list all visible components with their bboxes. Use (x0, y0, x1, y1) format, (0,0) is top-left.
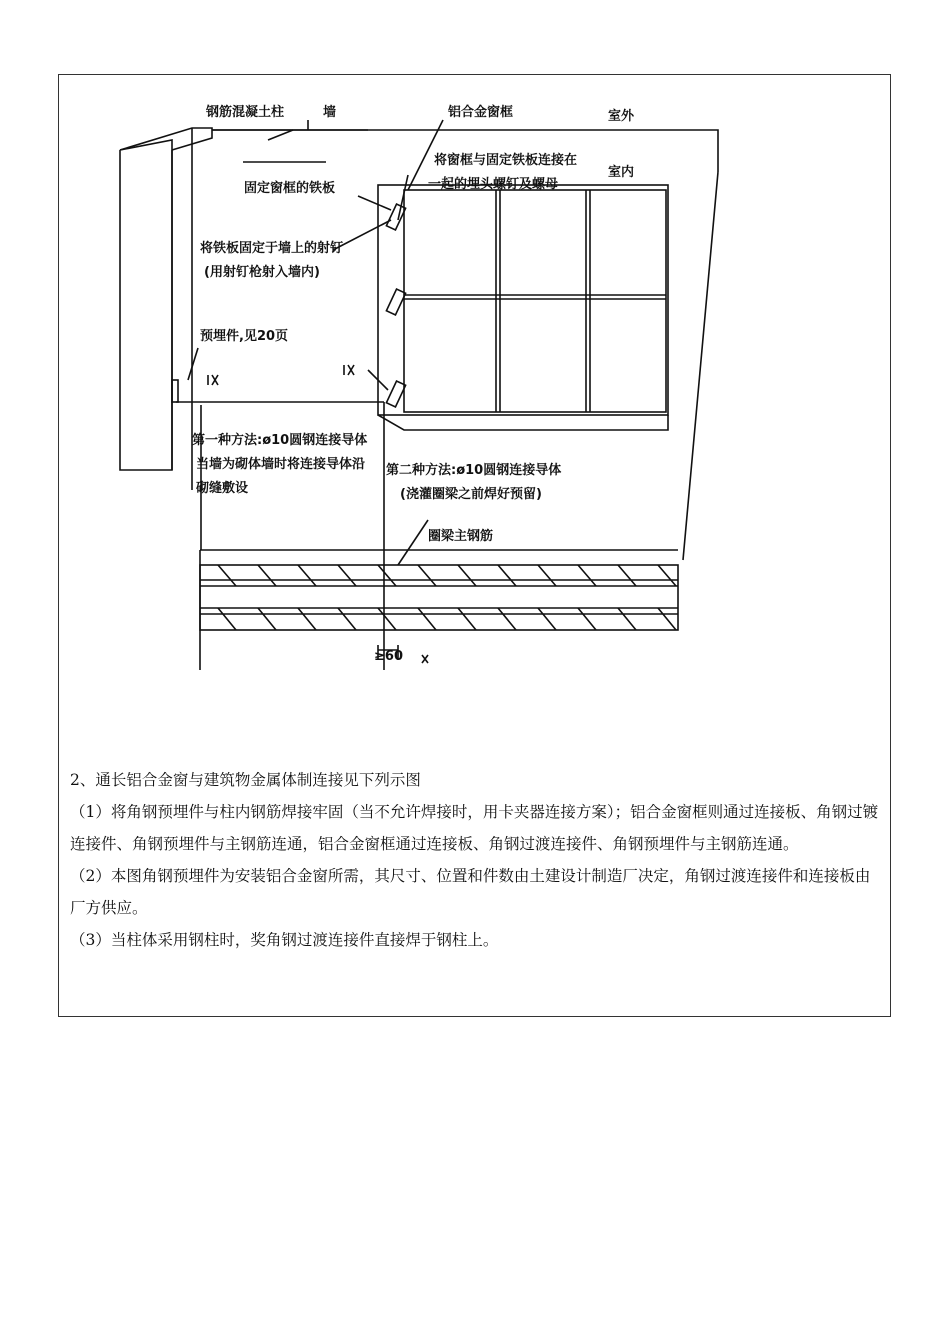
ring-beam (200, 565, 678, 630)
leader-lines-top (243, 120, 326, 162)
column-front (120, 140, 172, 470)
weld-symbol-1 (208, 375, 218, 385)
diagram-svg (108, 80, 748, 672)
leader-ring-beam (398, 520, 428, 565)
window-sill (378, 415, 668, 430)
label-indoor: 室内 (608, 165, 635, 180)
fix-plate-2 (386, 289, 405, 315)
wall-right-edge (683, 172, 718, 560)
body-text (70, 764, 885, 956)
label-nail-line1: 将铁板固定于墙上的射钉 (200, 241, 344, 256)
weld-symbol-2 (344, 365, 354, 375)
label-wall: 墙 (323, 105, 337, 120)
label-fix-plate: 固定窗框的铁板 (244, 181, 336, 196)
label-connect-line1: 将窗框与固定铁板连接在 (434, 153, 578, 168)
label-method2-line1: 第二种方法:ø10圆钢连接导体 (386, 463, 562, 478)
embedded-plate (172, 380, 178, 402)
label-method1-line1: 第一种方法:ø10圆钢连接导体 (192, 433, 368, 448)
window-connection-diagram (108, 80, 748, 672)
paragraph-item-2: （2）本图角钢预埋件为安装铝合金窗所需，其尺寸、位置和件数由土建设计制造厂决定，角钢过渡连接件和连接板由厂方供应。 (70, 867, 871, 917)
ring-beam-bars (200, 580, 678, 614)
window-frame-inner (404, 190, 666, 412)
paragraph-item-1: （1）将角钢预埋件与柱内钢筋焊接牢固（当不允许焊接时，用卡夹器连接方案）；铝合金窗框则通过连接板、角钢过镀连接件、角钢预埋件与主钢筋连通，铝合金窗框通过连接板、角钢过渡连接件、角钢预埋件与主钢筋连通。 (70, 803, 879, 853)
stirrups-top (218, 565, 676, 586)
window-frame-outer (378, 185, 668, 415)
label-ring-beam: 圈梁主钢筋 (428, 529, 494, 544)
stirrups-bottom (218, 608, 676, 630)
label-window-frame: 铝合金窗框 (448, 105, 514, 120)
weld-symbol-3 (422, 655, 428, 663)
paragraph-item-3: （3）当柱体采用钢柱时，奖角钢过渡连接件直接焊于钢柱上。 (70, 931, 499, 949)
fix-plate-1 (386, 204, 405, 230)
leader-embedded (188, 348, 198, 380)
label-method2-line2: (浇灌圈梁之前焊好预留) (400, 487, 542, 502)
label-method1-line3: 砌缝敷设 (196, 481, 249, 496)
label-method1-line2: 当墙为砌体墙时将连接导体沿 (196, 457, 366, 472)
label-column: 钢筋混凝土柱 (206, 105, 285, 120)
label-embedded: 预埋件,见20页 (200, 329, 289, 344)
label-dimension: ≥60 (374, 649, 403, 664)
label-nail-line2: (用射钉枪射入墙内) (204, 265, 320, 280)
section-heading: 2、通长铝合金窗与建筑物金属体制连接见下列示图 (70, 771, 421, 789)
label-connect-line2: 一起的埋头螺钉及螺母 (428, 177, 559, 192)
label-outdoor: 室外 (608, 109, 635, 124)
leader-plate (358, 196, 391, 210)
window-transom (404, 295, 666, 299)
window-mullions (496, 190, 590, 412)
fix-plate-3 (386, 381, 405, 407)
